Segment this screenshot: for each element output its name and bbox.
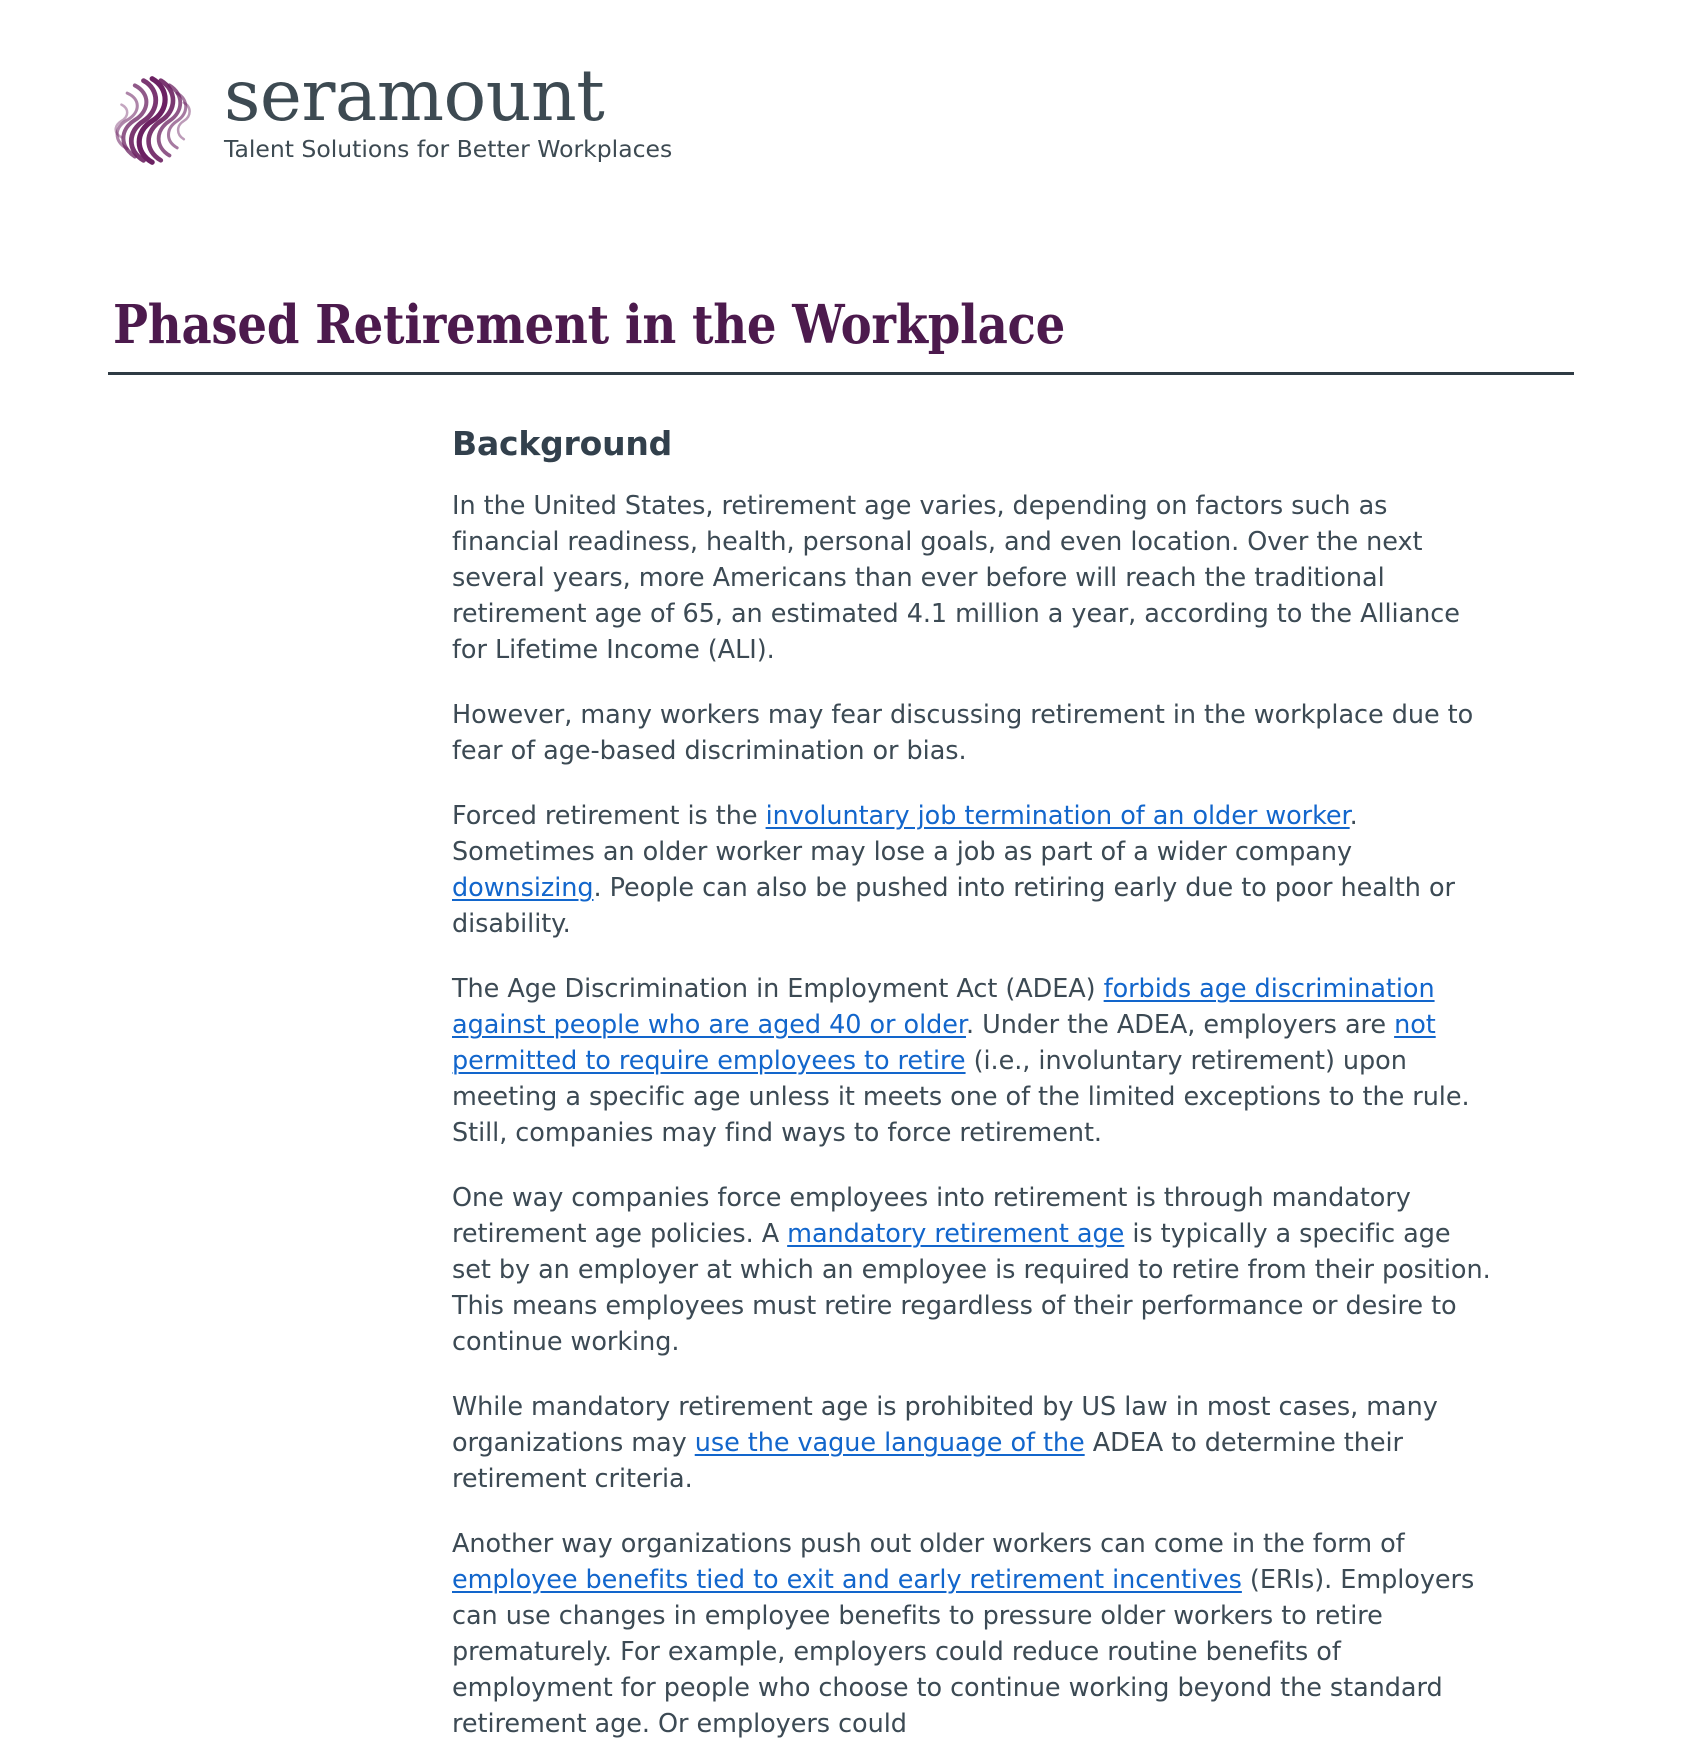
brand-wordmark: seramount — [224, 54, 605, 137]
paragraph-text: In the United States, retirement age varies, depending on factors such as financial readiness, health, personal goals, and even location. Over the next several years, more Americans than ever before will reach the traditional retirement age of 65, an estimated 4.1 million a year, according to the Alliance for Lifetime Income (ALI). — [452, 490, 1460, 665]
paragraph — [452, 1180, 1494, 1360]
brand-logo — [108, 54, 673, 172]
paragraph-text: . Under the ADEA, employers are — [965, 1009, 1395, 1040]
paragraph-text: One way companies force employees into retirement is through mandatory retirement age policies. A — [452, 1182, 1411, 1249]
paragraph — [452, 971, 1494, 1151]
brand-text — [224, 54, 673, 164]
paragraph — [452, 488, 1494, 668]
paragraph-text: is typically a specific age set by an employer at which an employee is required to retire from their position. This means employees must retire regardless of their performance or desire to continue working. — [452, 1218, 1491, 1357]
paragraph — [452, 798, 1494, 942]
inline-link[interactable]: involuntary job termination of an older worker — [765, 800, 1350, 831]
paragraph-list — [452, 488, 1494, 1742]
inline-link[interactable]: use the vague language of the — [694, 1427, 1085, 1458]
section-heading-background: Background — [452, 424, 673, 463]
paragraph-text: The Age Discrimination in Employment Act (ADEA) — [452, 973, 1104, 1004]
paragraph-text: ADEA to determine their retirement criteria. — [452, 1427, 1403, 1494]
seramount-swirl-logo-icon — [108, 68, 204, 172]
paragraph-text: Forced retirement is the — [452, 800, 766, 831]
inline-link[interactable]: employee benefits tied to exit and early retirement incentives — [452, 1564, 1242, 1595]
document-body — [452, 424, 1494, 1742]
inline-link[interactable]: forbids age discrimination against people who are aged 40 or older — [452, 973, 1435, 1040]
inline-link[interactable]: mandatory retirement age — [787, 1218, 1125, 1249]
paragraph — [452, 1389, 1494, 1497]
paragraph-text: (ERIs). Employers can use changes in employee benefits to pressure older workers to retire prematurely. For example, employers could reduce routine benefits of employment for people who choose to continue working beyond the standard retirement age. Or employers could — [452, 1564, 1475, 1739]
page-title: Phased Retirement in the Workplace — [113, 294, 1066, 356]
paragraph-text: While mandatory retirement age is prohibited by US law in most cases, many organizations may — [452, 1391, 1438, 1458]
brand-tagline: Talent Solutions for Better Workplaces — [224, 135, 673, 164]
paragraph — [452, 1526, 1494, 1742]
paragraph-text: . Sometimes an older worker may lose a job as part of a wider company — [452, 800, 1358, 867]
paragraph — [452, 697, 1494, 769]
inline-link[interactable]: downsizing — [452, 872, 594, 903]
paragraph-text: However, many workers may fear discussing retirement in the workplace due to fear of age-based discrimination or bias. — [452, 699, 1474, 766]
paragraph-text: Another way organizations push out older workers can come in the form of — [452, 1528, 1405, 1559]
paragraph-text: (i.e., involuntary retirement) upon meeting a specific age unless it meets one of the limited exceptions to the rule. Still, companies may find ways to force retirement. — [452, 1045, 1470, 1148]
paragraph-text: . People can also be pushed into retiring early due to poor health or disability. — [452, 872, 1455, 939]
inline-link[interactable]: not permitted to require employees to retire — [452, 1009, 1436, 1076]
title-divider — [108, 372, 1574, 375]
